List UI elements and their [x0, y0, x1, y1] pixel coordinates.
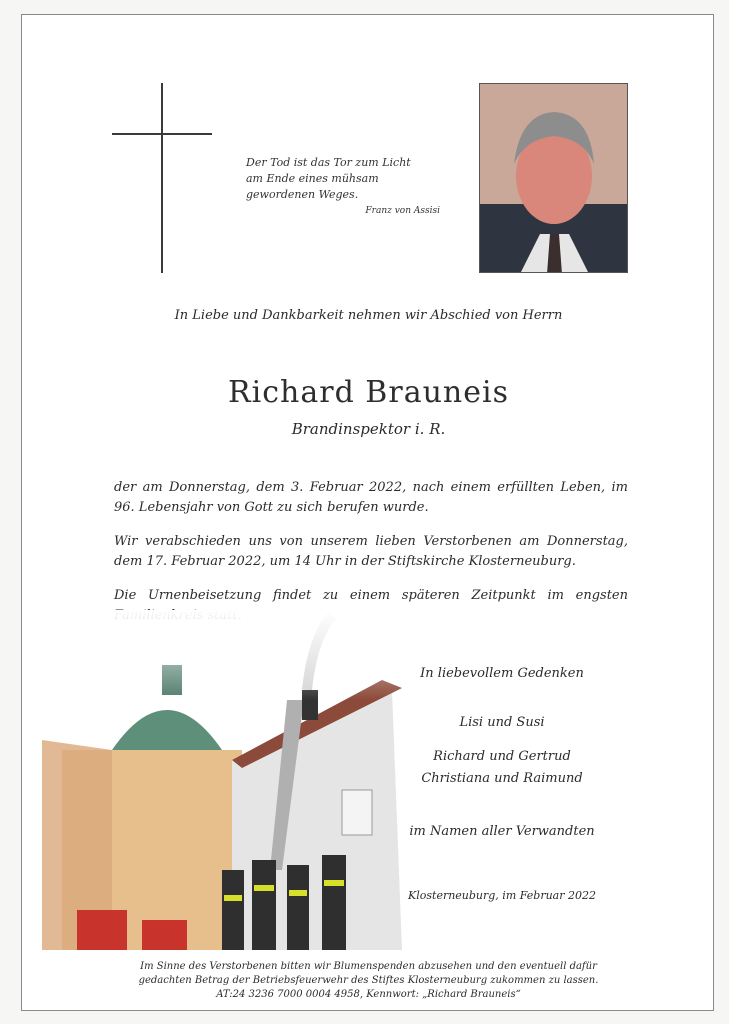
quote-line: gewordenen Weges. — [246, 188, 359, 201]
cross-icon — [161, 83, 163, 273]
donation-line: Im Sinne des Verstorbenen bitten wir Blumenspenden abzusehen und den eventuell dafür — [140, 961, 597, 972]
paragraph-death: der am Donnerstag, dem 3. Februar 2022, nach einem erfüllten Leben, im 96. Lebensjahr von Gott zu sich berufen wurde. — [114, 480, 628, 515]
deceased-title: Brandinspektor i. R. — [291, 420, 446, 438]
portrait-image — [480, 84, 628, 273]
mourners-heading: In liebevollem Gedenken — [420, 666, 584, 681]
paragraph-service: Wir verabschieden uns von unserem lieben Verstorbenen am Donnerstag, dem 17. Februar 2022, um 14 Uhr in der Stiftskirche Klosterneuburg. — [114, 534, 628, 569]
quote-line: am Ende eines mühsam — [246, 172, 379, 185]
mourner-line: Christiana und Raimund — [421, 771, 583, 786]
place-date: Klosterneuburg, im Februar 2022 — [408, 889, 596, 902]
quote-line: Der Tod ist das Tor zum Licht — [246, 156, 411, 169]
mourners-names: Lisi und Susi — [459, 715, 545, 730]
quote — [246, 155, 446, 219]
quote-author: Franz von Assisi — [365, 206, 440, 216]
intro-text: In Liebe und Dankbarkeit nehmen wir Abschied von Herrn — [174, 308, 563, 323]
donation-line: gedachten Betrag der Betriebsfeuerwehr des Stiftes Klosterneuburg zukommen zu lassen. — [138, 975, 599, 986]
monastery-firefighters-image — [42, 610, 422, 970]
firefighters-illustration — [42, 610, 422, 970]
donation-line: AT:24 3236 7000 0004 4958, Kennwort: „Richard Brauneis“ — [216, 989, 521, 1000]
donation-note — [62, 960, 675, 1002]
cross-icon-bar — [112, 133, 212, 135]
mourner-line: Richard und Gertrud — [433, 749, 571, 764]
relatives-line: im Namen aller Verwandten — [409, 824, 595, 839]
deceased-name: Richard Brauneis — [228, 375, 509, 410]
portrait-photo — [479, 83, 628, 273]
mourners-names-2 — [402, 746, 602, 790]
paragraph-burial: Die Urnenbeisetzung findet zu einem späteren Zeitpunkt im engsten — [114, 588, 628, 603]
obituary-card — [21, 14, 714, 1011]
